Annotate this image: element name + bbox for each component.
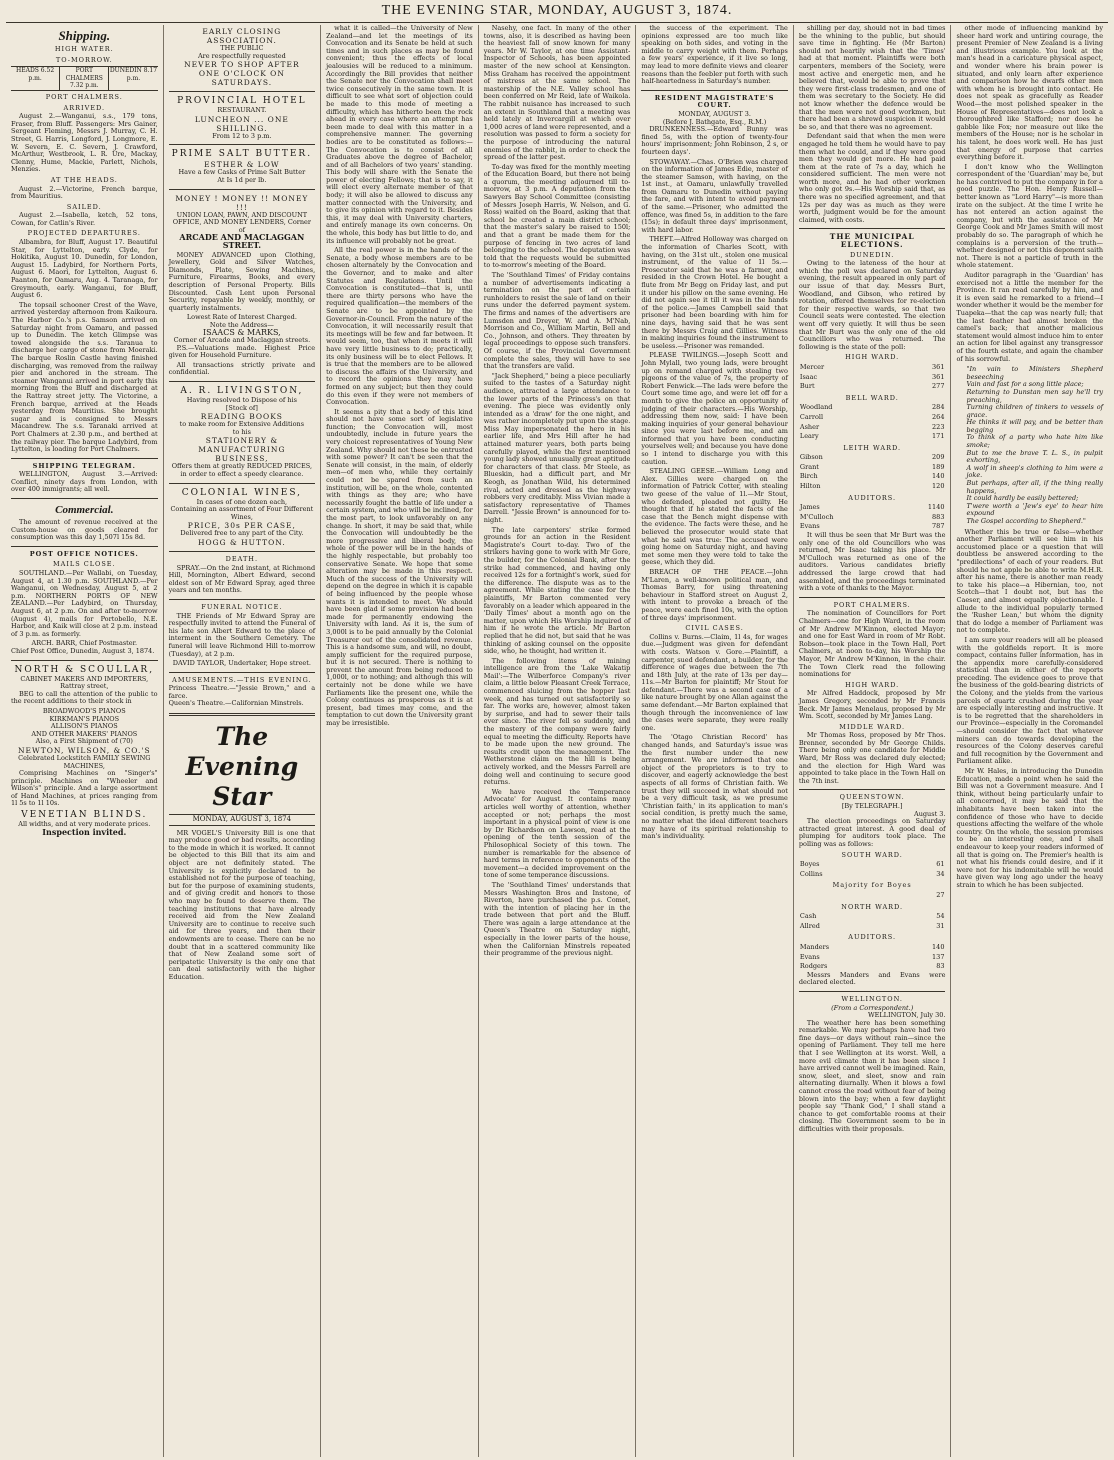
qt-date: August 3.: [914, 809, 946, 818]
court-case: PLEASE TWILINGS.—Joseph Scott and John Mylall, two young lads, were brought up on remand charged with stealing two pigeons of the value of 7s, the property of Robert Fenwick.—The lads were before the Court some time ago, and were let off for a month to give the police an opportunity of judging of their characters.—His Worship, addressing them now, said: I have been making inquiries of your general behaviour since you were last before me, and am informed that you have been conducting yourselves well; and because you have done so I intend to discharge you with this caution.: [641, 351, 788, 466]
ns-item: ALLISON'S PIANOS: [50, 722, 118, 731]
candidate-name: Boyes: [799, 860, 820, 869]
ward-table: [799, 403, 946, 441]
candidate-name: M'Culloch: [799, 512, 834, 521]
news-paragraph: Nasehy, one fact. In many of the other towns, also, it is described as having been the heaviest fall of snow known for many years. Mr W. Taylor, at one time Assistant-Inspector of Schools, has been appointed master of the new school at Kensington. Miss Graham has received the appointment of mistress at the same school. The mastership of the N.E. Valley school has been conferred on Mr Reid, late of Waikola. The rabbit nuisance has increased to such an extent in Southland that a meeting was held lately at Invercargill at which over 1,000 acres of land were represented, and a resolution was passed to form a society for the purpose of introducing the natural enemies of the rabbit, in order to check the spread of the latter pest.: [483, 25, 631, 162]
court-case: STOWAWAY.—Chas. O'Brien was charged on the information of James Edie, master of the steamer Samson, with having, on the 1st inst., at Oamaru, unlawfully travelled from Oamaru to Dunedin without paying the fare, and with intent to avoid payment of the same.—Prisoner, who admitted the offence, was fined 5s, in addition to the fare (15s); in default three days' imprisonment, with hard labor.: [641, 157, 788, 234]
death-text: SPRAY.—On the 2nd instant, at Richmond Hill, Mornington, Albert Edward, second eldest son of Mr Edward Spray, aged three years and ten months.: [168, 563, 316, 595]
column-4: [479, 25, 637, 1457]
col-line: Containing an assortment of Four Different Wines,: [170, 505, 314, 521]
court-case: STEALING GEESE.—William Long and Alex. Gillies were charged on the information of Patrick Cotter, with stealing two geese of the value of 1l.—Mr Stout, who defended, pleaded not guilty. He thought that if he stated the facts of the case that the Bench might dispense with the evidence. The facts were these, and he believed the prosecutor would state that what he said was true: The accused were going home on Saturday night, and having met some men they were told to take the geese, which they did.: [641, 467, 788, 567]
verse-line: But perhaps, after all, if the thing really happens,: [966, 479, 1104, 495]
qt-text-2: Messrs Manders and Evans were declared elected.: [798, 970, 946, 987]
commercial-heading: Commercial.: [55, 504, 114, 517]
candidate-name: Collins: [799, 869, 823, 878]
news-paragraph: The 'Southland Times' of Friday contains a number of advertisements indicating a termination on the part of certain runholders to resist the sale of land on their runs under the deferred payment system. The firms and names of the advertisers are Lumsden and Dreyer, W. and A. M'Nab, Morrison and Co., William Martin, Bell and Co., Johnson, and others. They threaten by legal proceedings to oppose such transfers. Of course, if the Provincial Government complete the sales, they will have to see that the transfers are valid.: [483, 271, 631, 371]
vote-count: 223: [932, 422, 945, 431]
editorial-continued: what it is called—the University of New Zealand—and let the meetings of its Convocation and its Senate be held at such times and in such places as may be found convenient; thus the effects of local jealousies will be reduced to a minimum. Accordingly the Bill provides that neither the Senate nor the Convocation shall meet twice consecutively in the same town. It is difficult to see what sort of objection could be made to this mode of meeting a difficulty, which has hitherto been the rock ahead in every case where an attempt has been made to deal with this matter in a comprehensive manner. The governing bodies are to be constituted as follows:—The Convocation is to consist of all Graduates above the degree of Bachelor, and of all Bachelors of two years' standing. This body will share with the Senate the power of electing Fellows; that is to say, it will elect every alternate member of that body; it will also be allowed to discuss any matter connected with the University, and to give its opinion with regard to it. Besides this, it may deal with University charters, and entirely manage its own concerns. On the whole, this body has but little to do, and its influence will probably not be great.: [326, 25, 473, 245]
livingston-heading: A. R. LIVINGSTON,: [180, 386, 304, 397]
news-paragraph: the success of the experiment. The opinions expressed are too much like speaking on both sides, and voting in the middle to carry weight with them. Perhaps a few years' experience, if it live so long, may lead to more definite views and clearer reasons than the feebler put forth with such half-heartedness in Saturday's number.: [641, 25, 788, 86]
column-3: [321, 25, 479, 1457]
verse-line: Turning children of tinkers to vessels of grace.: [966, 403, 1104, 419]
hotel-heading: PROVINCIAL HOTEL: [177, 96, 307, 107]
column-6: [794, 25, 952, 1457]
verse-line: The Gospel according to Shepherd.": [966, 517, 1086, 525]
salt-heading: PRIME SALT BUTTER.: [171, 149, 313, 160]
high-water-heading: HIGH WATER.: [54, 45, 114, 53]
commercial-text: The amount of revenue received at the Custom-house on goods cleared for consumption was this day 1,507l 15s 8d.: [11, 518, 158, 542]
news-paragraph: The 'Otago Christian Record' has changed hands, and Saturday's issue was the first number under the new arrangement. We are informed that one object of the proprietors is to try to discover, and eagerly acknowledge the best aspects of all forms of Christian faith. We trust they will succeed in what should not be a very difficult task, as we presume 'Christian faith,' in its application to man's social condition, is pretty much the same, no matter what the ideal different teachers may have of its spiritual relationship to man's individuality.: [641, 733, 788, 841]
municipal-heading: THE MUNICIPAL ELECTIONS.: [829, 232, 915, 250]
vote-count: 787: [932, 522, 945, 531]
poll-row: [799, 482, 946, 492]
tide-dunedin: DUNEDIN 8.17 p.m.: [109, 67, 158, 82]
news-paragraph: Whether this be true or false—whether another Parliament will see him in his accustomed place or a question that will doubtless be answered according to the "predilections" of each of your readers. But should he not apple be able to write M.H.R. after his name, there is another man ready to take his place—a Hibernian, too, not Scotch—that I doubt not, but has the Caeser, and almost equally objectionable. I allude to the individual popularly termed the 'Rusher Lean,' but whom the dignity that do lodge a member of Parliament was not to complete.: [956, 527, 1104, 635]
rm-before: (Before J. Bathgate, Esq., R.M.): [662, 117, 767, 126]
editorial-dateline: MONDAY, AUGUST 3, 1874: [169, 814, 316, 826]
ns-item: KIRKMAN'S PIANOS: [49, 714, 120, 723]
candidate-name: Hilton: [799, 482, 821, 491]
vote-count: 83: [936, 962, 945, 971]
candidate-name: James: [799, 503, 820, 512]
poll-row: [799, 453, 946, 463]
ward-heading: HIGH WARD.: [845, 353, 900, 362]
vote-count: 264: [932, 412, 945, 421]
salt-by: ESTHER & LOW: [204, 160, 280, 170]
amusements-heading: AMUSEMENTS.—THIS EVENING.: [172, 675, 312, 684]
colonial-heading: COLONIAL WINES,: [181, 487, 303, 498]
arrived-text: August 2.—Wanganui, s.s., 179 tons, Fraser, from Bluff. Passengers: Mrs Gainer, Sergeant Fleming, Messrs J. Murray, C. H. Street, G. Harris, Longford, J. Longmore, E. W. Severn, E. C. Severn, J. Crawford, McArthur, Westbrook, L. R. Ure, Mackay, Clenny, Hume, Mackie, Parlett, Nichols, Menzies.: [11, 112, 158, 174]
vote-count: 277: [932, 382, 945, 391]
verse-line: Vain and fast for a song little place;: [966, 380, 1084, 389]
ward-table: [799, 912, 946, 931]
tide-port-chalmers: PORT CHALMERS 7.32 p.m.: [60, 67, 109, 90]
isaacs-address: Corner of Arcade and Maclaggan streets.: [173, 336, 311, 345]
luncheon-text: LUNCHEON ... ONE SHILLING.: [194, 114, 289, 133]
newton-heading: NEWTON, WILSON, & CO.'S: [17, 745, 151, 755]
verse-block: [966, 366, 1103, 525]
vote-count: 34: [936, 869, 945, 878]
rm-court-heading: RESIDENT MAGISTRATE'S COURT.: [654, 93, 775, 110]
news-paragraph: We have received the 'Temperance Advocate' for August. It contains many articles well worthy of attention, whether accepted or not; perhaps the most important in a physical point of view is one by Dr Richardson on Lawson, read at the opening of the tenth session of the Philosophical Society of this town. The number is remarkable for the absence of hard terms in reference to opponents of the movement—a decided improvement on the tone of some temperance discussions.: [483, 787, 631, 880]
shipping-body: The topsail schooner Crest of the Wave, arrived yesterday afternoon from Kaikoura. The Harbor Co.'s p.s. Samson arrived on Saturday night from Oamaru, and passed up to Dunedin. The ketch Glimpse was towed alongside the s.s. Taranua to discharge her cargo of stone from Moeraki. The barque Roslin Castle having finished discharging, was removed from the railway pier and anchored in the stream. The steamer Wanganui arrived in port early this morning from the Bluff and discharged at the Rattray street jetty. The Victorine, a French barque, arrived at the Heads yesterday from Mauritius. She brought sugar and is consigned to Messrs Macandrew. The s.s. Taranaki arrived at Port Chalmers at 2.30 p.m., and berthed at the railway pier. The barque Ladybird, from Lyttelton, is loading for Port Chalmers.: [11, 300, 158, 454]
ward-table: [799, 891, 946, 901]
col-line: PRICE, 30s PER CASE,: [187, 521, 296, 531]
court-case: THEFT.—Alfred Holloway was charged on the information of Charles Scott, with having, on the 31st ult., stolen one musical instrument, of the value of 1l 5s.—Prosecutor said that he was a farmer, and resided in the Crown Hotel. He bought a flute from Mr Begg on Friday last, and put it under his pillow on the same evening. He did not again see it till it was in the hands of the police.—James Campbell said that prisoner had been boarding with him for nine days, having said that he was sent there by Messrs Craig and Gillies. Witness in making inquiries found the instrument to be useless.—Prisoner was remanded.: [641, 235, 788, 350]
editorial-text: MR VOGEL'S University Bill is one that may produce good or bad results, according to the mode in which it is worked. It cannot be objected to this Bill that its aim and object are not definitely stated. The University is explicitly declared to be established not for the purpose of teaching, but for the purpose of examining students, and of giving credit and honors to those who may be found to deserve them. The teaching institutions that have already received aid from the New Zealand University are to continue to receive such aid for three years, and then their endowments are to cease. There can be no doubt that in a scattered community like that of New Zealand some sort of peripatetic University is the only one that can deal satisfactorily with the higher Education.: [168, 828, 316, 981]
news-paragraph: "Jack Shepherd," being a piece peculiarly suited to the tastes of a Saturday night audience, attracted a large attendance to the lower parts of the Princess's on that evening. The piece was evidently only intended as a 'draw' for the one night, and was rather incompletely put upon the stage. Miss May impersonated the hero in his earlier life, and Mrs Hill after he had attained maturer years, both parts being carefully played, while the first mentioned young lady showed unusually great aptitude for characters of that class. Mr Steele, as Blueskin, had a difficult part, and Mr Keogh, as Jonathan Wild, his determined rival, acted and dressed as the highway robbers very creditably. Miss Vivian made a satisfactory representative of Thames Darrell. "Jessie Brown" is announced for to-night.: [483, 371, 631, 524]
port-chalmers-heading: PORT CHALMERS.: [45, 92, 123, 101]
ward-heading: AUDITORS.: [848, 933, 897, 942]
news-paragraph: other mode of influencing mankind by sheer hard work and untiring courage, the present Premier of New Zealand is a living and illustrious example. You look at the man's head in a caricature physical aspect, and wonder where his brain power is situated, and only learn after experience and comparison how he dwarfs other men with whom he is brought into contact. He does not speak as gracefully as Reader Wood—the most polished speaker in the House of Representatives—does not look a thoroughbred like Stafford; nor does he gabble like Fox; nor measure out like the members of the House; nor is he scholar in his talent, he does work well. He has just that energy of purpose that carries everything before it.: [956, 25, 1104, 162]
transactions-text: All transactions strictly private and confidential.: [168, 360, 316, 377]
port-chalmers-heading: PORT CHALMERS.: [833, 600, 911, 609]
verse-line: He thinks it will pay, and be better than begging: [966, 418, 1104, 434]
vote-count: 171: [932, 432, 945, 441]
liv-line: BUSINESS,: [215, 454, 269, 464]
poll-row: [799, 472, 946, 482]
at-heads-heading: AT THE HEADS.: [50, 175, 118, 184]
liv-line: to his: [232, 427, 251, 436]
ns-item: AND OTHER MAKERS' PIANOS: [31, 729, 138, 738]
verse-line: To think of a party who hate him like smoke;: [966, 433, 1104, 450]
ns-sub: CABINET MAKERS AND IMPORTERS, Rattray street,: [20, 674, 149, 691]
pc-middle-ward: MIDDLE WARD.: [839, 722, 906, 731]
candidate-name: [799, 891, 823, 901]
inspection-text: Inspection invited.: [42, 826, 127, 837]
candidate-name: Isaac: [799, 372, 818, 381]
hotel-sub: RESTAURANT.: [217, 106, 267, 115]
ward-table: [799, 363, 946, 392]
amuse-line: Princess Theatre.—"Jessie Brown," and a farce.: [168, 684, 316, 700]
news-paragraph: I don't know who the Wellington correspondent of the 'Guardian' may be, but he has contrived to put the company in for a good puzzle. The Hon. Henry Russell—better known as "Lord Harry"—is more than irate on the subject. At the time I write he has not entered an action against the company, but with the assistance of Mr George Cook and Mr James Smith will most probably do so. The paragraph of which he complains is a perversion of the truth—whether designed or not this deponent saith not. There is not a particle of truth in the whole statement.: [956, 162, 1104, 270]
wellington-heading: WELLINGTON.: [841, 994, 903, 1003]
ec-line: NEVER TO SHOP AFTER: [184, 60, 300, 70]
arrived-heading: ARRIVED.: [63, 103, 106, 112]
wellington-text: The weather here has been something remarkable. We may perhaps have had two fine days—or days without rain—since the opening of Parliament. They tell me here that I see Wellington at its worst. Well, a more evil climate than it has been since I have arrived cannot well be imagined. Rain, snow, sleet, and sleet, snow and rain alternating diurnally. When it blows a fowl cannot cross the road without fear of being blown into the bay; when a few daylight people say "Thank God," I shall stand a chance to get comfortable rooms at their closing. The Government seem to be in difficulties with their proposals.: [798, 1018, 946, 1133]
poll-row: [799, 413, 946, 423]
newton-text: Comprising Machines on "Singer's" principle. Machines on "Wheeler and Wilson's" principle. And a large assortment of Hand Machines, at prices ranging from 1l 5s to 1l 10s.: [11, 769, 158, 808]
candidate-name: Woodland: [799, 403, 833, 412]
col-line: In cases of one dozen each,: [196, 497, 288, 506]
poll-row: [799, 860, 946, 870]
candidate-name: Gibson: [799, 453, 823, 462]
candidate-name: Grant: [799, 462, 819, 471]
candidate-name: Burt: [799, 382, 815, 391]
poll-row: [799, 922, 946, 932]
post-office-heading: POST OFFICE NOTICES.: [29, 549, 139, 558]
candidate-name: Carroll: [799, 412, 824, 421]
court-case: Collins v. Burns.—Claim, 1l 4s, for wages due.—Judgment was given for defendant with costs. Watson v. Gore.—Plaintiff, a carpenter, sued defendant, a builder, for the difference of wages due between the 7th and 18th July, at the rate of 13s per day—11s.—Mr Barton for plaintiff; Mr Stout for defendant.—There was a second case of a like nature brought by one Allan against the same defendant.—Mr Barton explained that though through the inconvenience of law the cases were separate, they were really one.: [641, 632, 788, 732]
post-signature: ARCH. BARR, Chief Postmaster.: [31, 639, 138, 648]
qt-text: The election proceedings on Saturday attracted great interest. A good deal of plumping for auditors took place. The polling was as follows:: [798, 817, 946, 848]
funeral-text: THE Friends of Mr Edward Spray are respectfully invited to attend the Funeral of his late son Albert Edward to the place of interment in the Southern Cemetery. The funeral will leave Richmond Hill to-morrow (Tuesday), at 2 p.m.: [168, 611, 316, 658]
vote-count: 27: [936, 890, 945, 899]
vote-count: 137: [932, 952, 945, 961]
funeral-heading: FUNERAL NOTICE.: [201, 602, 283, 611]
poll-row: [799, 382, 946, 392]
poll-row: [799, 513, 946, 523]
ns-text: BEG to call the attention of the public to the recent additions to their stock in: [11, 689, 158, 706]
news-paragraph: The late carpenters' strike formed grounds for an action in the Resident Magistrate's Court to-day. Two of the strikers having gone to work with Mr Gore, the builder, for the Colonial Bank, after the strike had commenced, and having only received 12s for a fortnight's work, sued for the difference. The dispute was as to the agreement. While stating the case for the plaintiffs, Mr Barton commented very favorably on a leader which appeared in the 'Daily Times' about a month ago on the matter, upon which His Worship inquired of him if he wrote the article. Mr Barton replied that he did not, but said that he was thinking of asking counsel on the opposite side, who, he thought, had written it.: [483, 525, 631, 656]
municipal-text: Owing to the lateness of the hour at which the poll was declared on Saturday evening, the result appeared in only part of our issue of that day. Messrs Burt, Woodland, and Gibson, who retired by rotation, offered themselves for re-election for their respective wards, so that two Council seats were contested. The election went off very quietly. It will thus be seen that Mr Burt was the only one of the old Councillors who was returned. The following is the state of the poll:: [798, 259, 946, 351]
rm-date: MONDAY, AUGUST 3.: [678, 109, 751, 118]
poll-row: [799, 463, 946, 473]
undertaker: DAVID TAYLOR, Undertaker, Hope street.: [172, 659, 311, 668]
mails-close-heading: MAILS CLOSE.: [52, 560, 116, 569]
candidate-name: Leary: [799, 432, 819, 441]
money-ad: [169, 194, 316, 250]
wellington-date: WELLINGTON, July 30.: [867, 1011, 946, 1020]
poll-row: [799, 423, 946, 433]
qt-telegraph: [By TELEGRAPH.]: [841, 802, 903, 811]
col-line: Delivered free to any part of the City.: [180, 529, 304, 538]
editorial-continued: It seems a pity that a body of this kind should not have some sort of legislative function; the Convocation will, most undoubtedly, include in future years the very choicest representatives of Young New Zealand. Why should not these be entrusted with some power? It can't be seen that the Senate will consist, in the main, of elderly men—of men who, while they certainly could not be spared from such an institution, will be, on the whole, contented with things as they are; who have necessarily fought the battle of life under a certain system, and who will be inclined, for the most part, to look unfavorably on any change. In short, it may be said that, while the Convocation will undoubtedly be the more progressive and liberal body, the whole of the power will be in the hands of the highly respectable, but probably too conservative Senate. We hope that some alteration may be made in this respect. Much of the success of the University will depend on the degree in which it is capable of being influenced by the people whose wants it is intended to meet. We should have been glad if some provision had been made for permanently endowing the University with land. As it is, the sum of 3,000l is to be paid annually by the Colonial Treasurer out of the consolidated revenue. This is a handsome sum, and will, no doubt, amply sufficient for the required purpose, but it is not secured. There is nothing to prevent the amount from being reduced to 1,000l, or to nothing; and although this will certainly not be done while we have Parliaments like the present one, while the Colony continues as prosperous as it is at present, bad times may come, and the temptation to cut down the University grant may be irresistible.: [326, 407, 473, 728]
ward-heading: NORTH WARD.: [841, 902, 904, 911]
candidate-name: Birch: [799, 472, 818, 481]
vote-count: 209: [932, 453, 945, 462]
queenstown-heading: QUEENSTOWN.: [839, 793, 905, 802]
editorial-continued: All the real power is in the hands of the Senate, a body whose members are to be chosen alternately by the Convocation and the Governor, and to make and alter Statutes and Regulations. Until the Convocation is constituted—that is, until there are thirty persons who have the required qualification—the members of the Senate are to be appointed by the Governor-in-Council. From the nature of the Convocation, it will necessarily result that its meetings will be few and far between. It would seem, too, that when it meets it will have very little business to do; practically, its only business will be to elect Fellows. It is true that the members are to be allowed to discuss the affairs of the University, and to record the opinions they may have formed on any subject; but then they could do this even if they were not members of Convocation.: [326, 246, 473, 407]
news-paragraph: Defendant said that when the men were engaged he told them he would have to pay them what he could, and if they were good men they would get more. He had paid them at the rate of 7s a day, which he considered sufficient. The men were not worth more, and he had other workmen who only got 9s.—His Worship said that, as there was no specified agreement, and that 12s per day was as much as they were worth, judgment would be for the amount claimed, with costs.: [798, 132, 946, 224]
hotel-ad: [169, 96, 316, 140]
candidate-name: Evans: [799, 522, 820, 531]
poll-row: [799, 403, 946, 413]
candidate-name: Manders: [799, 942, 830, 951]
vote-count: 120: [932, 482, 945, 491]
venetian-heading: VENETIAN BLINDS.: [21, 810, 148, 821]
liv-line: Having resolved to Dispose of his: [186, 396, 297, 405]
vote-count: 361: [932, 372, 945, 381]
ps-text: P.S.—Valuations made. Highest Price given for Household Furniture.: [168, 343, 316, 360]
ns-heading: NORTH & SCOULLAR,: [14, 664, 155, 675]
sailed-text: August 2.—Isabella, ketch, 52 tons, Cowan, for Catlin's River.: [11, 211, 158, 227]
verse-line: T'were worth a 'Jew's eye' to hear him expound: [966, 501, 1104, 518]
money-sub: UNION LOAN, PAWN, AND DISCOUNT OFFICE, AND MONEY LENDERS, Corner of: [172, 210, 312, 234]
poll-row: [799, 943, 946, 953]
ec-line: Are respectfully requested: [197, 51, 286, 60]
vote-count: 1140: [927, 503, 945, 512]
poll-row: [799, 503, 946, 513]
liv-line: to make room for Extensive Additions: [179, 420, 305, 429]
columns: [6, 25, 1108, 1457]
liv-line: READING BOOKS: [200, 412, 283, 422]
news-paragraph: shilling per day, should not in bad times be the whining to the public, but should save time in fighting. He (Mr Barton) should not heartily wish that the 'Times' had at that moment. Plaintiffs were both carpenters, members of the Society, were most active and energetic men, and he believed that, would be able to prove that they were first-class tradesmen, and one of them was secretary to the Society. He did not know whether the defence would be that the men were not good workmen, but there had been a shrewd suspicion it would be so, and that there was no agreement.: [798, 25, 946, 131]
money-heading: MONEY ! MONEY !! MONEY !!!: [175, 193, 309, 212]
column-1: [6, 25, 164, 1457]
ec-line: THE PUBLIC: [220, 44, 264, 52]
tide-heads: HEADS 6.52 p.m.: [11, 67, 60, 90]
poll-results: [799, 354, 946, 532]
evening-star-masthead: The Evening Star: [185, 722, 299, 812]
pc-middle-text: Mr Thomas Ross, proposed by Mr Thos. Brenner, seconded by Mr George Childs. There being only one candidate for Middle Ward, Mr Ross was declared duly elected; and the election for High Ward was appointed to take place in the Town Hall on the 7th inst.: [798, 731, 946, 785]
vote-count: 883: [932, 512, 945, 521]
verse-line: "In vain to Ministers Shepherd beseeching: [966, 365, 1104, 381]
column-5: [636, 25, 794, 1457]
north-scoullar-ad: [11, 665, 158, 837]
verse-line: Returning to Dunstan men say he'll try preaching,: [966, 387, 1104, 404]
wellington-sub: (From a Correspondent.): [831, 1003, 914, 1012]
colonial-wines-ad: [169, 488, 316, 547]
newton-sub: Celebrated Lockstitch FAMILY SEWING MACHINES,: [18, 753, 151, 770]
salt-text: Have a few Casks of Prime Salt Butter: [178, 168, 306, 177]
poll-row: [799, 953, 946, 963]
ward-heading: AUDITORS.: [848, 493, 897, 502]
vote-count: 61: [936, 860, 945, 869]
candidate-name: Allred: [799, 921, 820, 930]
news-paragraph: Auditor paragraph in the 'Guardian' has exercised not a little the member for the Province. It ran read carefully by him, and it is even said he remarked to a friend—I wonder whether it would be the member for Tuapeka—that the cap was nearly full; that the last feather had almost broken the camel's back; that another malicious statement would almost induce him to enter an action for libel against any transgressor of the fourth estate, and again the chamber of his sorrowful.: [956, 271, 1104, 363]
news-paragraph: I am sure your readers will all be pleased with the goldfields report. It is more compact, contains fuller information, has in the appendix more carefully-considered statistical than in either of the reports preceding. The evidence goes to prove that the business of the gold-bearing districts of the Colony, and the yields from the various parcels of quartz crushed during the year are especially interesting and instructive. It is to be regretted that the shareholders in our Province—especially in the Coromandel—should consider the fact that whatever miners can do towards developing the resources of the Colony deserves careful and full recognition by the Government and Parliament alike.: [956, 635, 1104, 766]
salt-price: At Is 1d per lb.: [217, 175, 267, 184]
liv-line: STATIONERY & MANUFACTURING: [198, 436, 286, 455]
news-paragraph: To-day was fixed for the monthly meeting of the Education Board, but there not being a quorum, the meeting adjourned till to-morrow, at 3 p.m. A deputation from the Sawyers Bay School Committee (consisting of Messrs Joseph Harris, W. Nelson, and G. Ross) waited on the Board, asking that that school be created a main district school; that the master's salary be raised to 150l; and that a grant be made them for the purpose of fencing in two acres of land belonging to the school. The deputation was told that the requests would be submitted to to-morrow's meeting of the Board.: [483, 162, 631, 270]
vote-count: 361: [932, 362, 945, 371]
news-paragraph: The following items of mining intelligence are from the 'Lake Wakatip Mail':—The Wilberforce Company's river claim, a little below Pleasant Creek Terrace, commenced sluicing from the hopper last week, and has turned out satisfactorily so far. The works are, however, almost taken by surprise, and had to sewer their tails ever since. The river fell so suddenly, and the mastery of the company were fairly equal to meeting the difficulty. Reports have to be made upon the new ground. The results credit upon the management. The Wetherstone claim on the hill is being actively worked, and the Messrs Farrell are doing well and continuing to secure good returns.: [483, 656, 631, 787]
news-paragraph: Mr W. Hales, in introducing the Dunedin Education, made a point when he said the Bill was not a Government measure. And I think, without being particularly unfair to all concerned, it may be said that the inhabitants have been taken into the confidence of those who have to decide questions affecting the welfare of the whole country. On the whole, the session promises to be an interesting one, and I shall endeavour to keep your readers informed of all that is going on. The Premier's health is not what his friends could desire, and if it were not for his indomitable will he would have given way long ago under the heavy strain to which he has been subjected.: [956, 767, 1104, 889]
news-paragraph: The 'Southland Times' understands that Messrs Washington Bros and Instone, of Riverton, have purchased the p.s. Comet, with the intention of placing her in the trade between that port and the Bluff. There was again a large attendance at the Queen's Theatre on Saturday night, especially in the lower parts of the house, when the Californian Minstrels repeated their programme of the previous night.: [483, 880, 631, 958]
vote-count: 140: [932, 472, 945, 481]
municipal-text-2: It will thus be seen that Mr Burt was the only one of the old Councillors who was returned, Mr Isaac taking his place. Mr M'Culloch was returned as one of the auditors. Various candidates briefly addressed the large crowd that had assembled, and the proceedings terminated with a vote of thanks to the Mayor.: [798, 531, 946, 593]
note-address: Note the Address—: [209, 320, 274, 329]
ward-heading: Majority for Boyes: [832, 881, 912, 890]
column-2: [164, 25, 322, 1457]
court-case: BREACH OF THE PEACE.—John M'Laren, a well-known political man, and Thomas Barry, for using threatening behaviour in Stafford street on August 2, with intent to provoke a breach of the peace, were each fined 10s, with the option of three days' imprisonment.: [641, 567, 788, 622]
vote-count: 54: [936, 912, 945, 921]
court-case: DRUNKENNESS.—Edward Bunny was fined 5s, with the option of twenty-four hours' imprisonment; John Robinson, 2 s, or fourteen days'.: [641, 125, 788, 156]
candidate-name: Rodgers: [799, 962, 828, 971]
liv-line: [Stock of]: [225, 403, 258, 412]
salt-butter-ad: [169, 149, 316, 184]
money-rate: Lowest Rate of Interest Charged.: [186, 313, 297, 322]
verse-line: It could hardly be easily bettered;: [966, 494, 1079, 503]
vote-count: 284: [932, 403, 945, 412]
masthead: THE EVENING STAR, MONDAY, AUGUST 3, 1874.: [6, 0, 1108, 23]
projected-heading: PROJECTED DEPARTURES.: [27, 229, 141, 238]
verse-line: A wolf in sheep's clothing to him were a joke.: [966, 463, 1104, 480]
vote-count: 140: [932, 942, 945, 951]
amuse-line: Queen's Theatre.—Californian Minstrels.: [168, 699, 304, 708]
ward-heading: LEITH WARD.: [843, 443, 902, 452]
luncheon-time: From 12 to 3 p.m.: [212, 131, 272, 140]
pc-text: The nomination of Councillors for Port Chalmers—one for High Ward, in the room of Mr Andrew M'Kinnon, elected Mayor; and one for East Ward in room of Mr Robt. Robson—took place in the Town Hall, Port Chalmers, at noon to-day, his Worship the Mayor, Mr Andrew M'Kinnon, in the chair. The Town Clerk read the following nominations for: [798, 609, 946, 679]
tomorrow-label: TO-MORROW.: [55, 55, 113, 64]
post-date: Chief Post Office, Dunedin, August 3, 1874.: [11, 646, 155, 655]
telegram-text: WELLINGTON, August 3.—Arrived: Conflict, ninety days from London, with over 400 immigrants; all well.: [11, 470, 158, 494]
column-7: [951, 25, 1108, 1457]
ward-table: [799, 503, 946, 532]
poll-row: [799, 891, 946, 901]
ward-heading: SOUTH WARD.: [841, 850, 903, 859]
poll-row: [799, 373, 946, 383]
verse-line: But to me the brave T. L. S., in pulpit exhorting,: [966, 448, 1104, 465]
sailed-heading: SAILED.: [66, 202, 102, 211]
ns-item: BROADWOOD'S PIANOS: [42, 706, 126, 715]
death-heading: DEATH.: [225, 554, 259, 563]
vote-count: 31: [936, 921, 945, 930]
telegram-heading: SHIPPING TELEGRAM.: [32, 461, 136, 470]
poll-row: [799, 432, 946, 442]
shipping-heading: Shipping.: [58, 28, 111, 43]
at-heads-text: August 2.—Victorine, French barque, from Mauritius.: [11, 184, 158, 201]
candidate-name: Evans: [799, 952, 820, 961]
projected-text: Albambra, for Bluff, August 17. Beautiful Star, for Lyttelton, early. Clyde, for Hokitika, August 10. Dunedin, for London, August 15. Ladybird, for Northern Ports, August 6. Maori, for Lyttelton, August 6. Paanton, for Oamaru, Aug. 4. Taranaga, for Greymouth, early. Wanganui, for Bluff, August 6.: [11, 238, 158, 300]
vote-count: 189: [932, 462, 945, 471]
ns-also: Also, a First Shipment of (70): [35, 737, 133, 746]
liv-line: in order to effect a speedy clearance.: [180, 470, 304, 478]
venetian-text: All widths, and at very moderate prices.: [18, 820, 151, 829]
hogg-hutton: HOGG & HUTTON.: [197, 537, 286, 547]
ec-line: ONE O'CLOCK ON SATURDAYS.: [198, 69, 285, 88]
poll-row: [799, 870, 946, 880]
arcade-heading: ARCADE AND MACLAGGAN STREET.: [179, 232, 305, 250]
qt-poll-results: [799, 852, 946, 972]
liv-line: Offers them at greatly REDUCED PRICES,: [171, 462, 313, 471]
tide-table: [11, 66, 158, 91]
pc-high-ward: HIGH WARD.: [845, 680, 900, 689]
pc-high-text: Mr Alfred Haddock, proposed by Mr James Gregory, seconded by Mr Francis Beck. Mr James Menelaus, proposed by Mr Wm. Scott, seconded by Mr James Lang.: [798, 689, 946, 721]
isaacs-heading: ISAACS & MARKS,: [203, 328, 281, 338]
candidate-name: Asher: [799, 422, 820, 431]
money-text: MONEY ADVANCED upon Clothing, Jewellery, Gold and Silver Watches, Diamonds, Plate, Sewing Machines, Furniture, Firearms, Books, and every description of Personal Property. Bills Discounted. Cash Lent upon Personal Security, repayable by weekly, monthly, or quarterly instalments.: [168, 250, 316, 312]
candidate-name: Cash: [799, 912, 817, 921]
ward-table: [799, 453, 946, 491]
candidate-name: Mercer: [799, 362, 825, 371]
ward-table: [799, 860, 946, 879]
poll-row: [799, 912, 946, 922]
civil-cases-heading: CIVIL CASES.: [685, 624, 744, 633]
early-closing-heading: EARLY CLOSING ASSOCIATION.: [202, 27, 282, 45]
ward-heading: BELL WARD.: [845, 393, 899, 402]
ward-table: [799, 943, 946, 972]
post-office-text: SOUTHLAND.—Per Wallabi, on Tuesday, August 4, at 1.30 p.m. SOUTHLAND.—Per Wanganui, on Wednesday, August 5, at 2 p.m. NORTHERN PORTS OF NEW ZEALAND.—Per Ladybird, on Thursday, August 6, at 2 p.m. On and after to-morrow (August 4), mails for Portobello, N.E. Harbor, and Kaik will close at 2 p.m. instead of 3 p.m. as formerly.: [11, 569, 158, 638]
dunedin-heading: DUNEDIN.: [850, 250, 895, 259]
livingston-ad: [169, 386, 316, 479]
poll-row: [799, 363, 946, 373]
early-closing-ad: [169, 27, 316, 87]
